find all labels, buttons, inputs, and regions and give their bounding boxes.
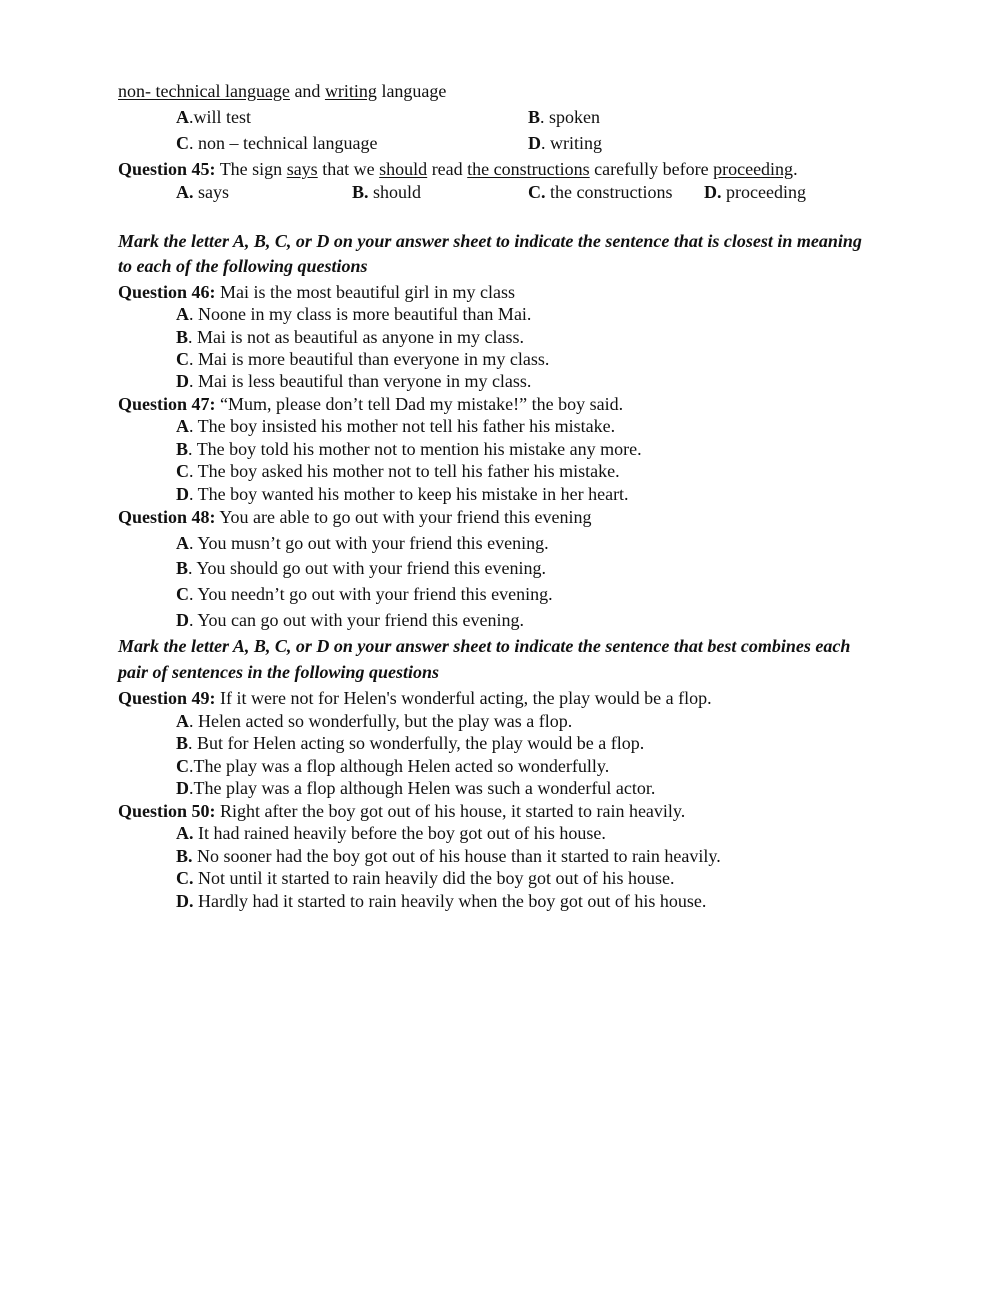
instruction-1-line-2: to each of the following questions bbox=[118, 256, 368, 276]
q49-option-a: A. Helen acted so wonderfully, but the play was a flop. bbox=[176, 711, 573, 731]
q49-stem: Question 49: If it were not for Helen's wonderful acting, the play would be a flop. bbox=[118, 688, 712, 708]
q50-label: Question 50: bbox=[118, 801, 216, 821]
q49-option-c: C.The play was a flop although Helen acted so wonderfully. bbox=[176, 756, 610, 776]
q48-option-c: C. You needn’t go out with your friend this evening. bbox=[176, 584, 553, 604]
q48-option-a: A. You musn’t go out with your friend this evening. bbox=[176, 533, 549, 553]
q45-stem: Question 45: The sign says that we should read the constructions carefully before proceeding. bbox=[118, 159, 798, 179]
q46-label: Question 46: bbox=[118, 282, 216, 302]
q47-label: Question 47: bbox=[118, 394, 216, 414]
q44-underlined-1: non- technical language bbox=[118, 81, 290, 101]
q47-stem: Question 47: “Mum, please don’t tell Dad my mistake!” the boy said. bbox=[118, 394, 624, 414]
q44-underlined-2: writing bbox=[324, 81, 377, 101]
q48-label: Question 48: bbox=[118, 507, 216, 527]
q44-line: non- technical language and writing language bbox=[118, 81, 447, 101]
q44-option-b: B. spoken bbox=[528, 107, 601, 127]
q49-option-d: D.The play was a flop although Helen was such a wonderful actor. bbox=[176, 778, 656, 798]
q47-option-d: D. The boy wanted his mother to keep his mistake in her heart. bbox=[176, 484, 629, 504]
q45-option-a: A. says bbox=[176, 182, 229, 202]
q47-option-a: A. The boy insisted his mother not tell his father his mistake. bbox=[176, 416, 616, 436]
q44-option-d: D. writing bbox=[528, 133, 602, 153]
q46-option-c: C. Mai is more beautiful than everyone in my class. bbox=[176, 349, 550, 369]
q50-option-a: A. It had rained heavily before the boy got out of his house. bbox=[176, 823, 606, 843]
q45-label: Question 45: bbox=[118, 159, 216, 179]
q48-stem: Question 48: You are able to go out with your friend this evening bbox=[118, 507, 592, 527]
q49-option-b: B. But for Helen acting so wonderfully, the play would be a flop. bbox=[176, 733, 645, 753]
q48-option-d: D. You can go out with your friend this evening. bbox=[176, 610, 524, 630]
q46-option-a: A. Noone in my class is more beautiful than Mai. bbox=[176, 304, 532, 324]
q50-option-c: C. Not until it started to rain heavily did the boy got out of his house. bbox=[176, 868, 675, 888]
q46-option-b: B. Mai is not as beautiful as anyone in my class. bbox=[176, 327, 524, 347]
q44-option-a: A.will test bbox=[176, 107, 251, 127]
q47-option-c: C. The boy asked his mother not to tell his father his mistake. bbox=[176, 461, 620, 481]
q44-option-c: C. non – technical language bbox=[176, 133, 378, 153]
q50-option-b: B. No sooner had the boy got out of his house than it started to rain heavily. bbox=[176, 846, 721, 866]
q45-option-d: D. proceeding bbox=[704, 182, 806, 202]
q49-label: Question 49: bbox=[118, 688, 216, 708]
q45-option-b: B. should bbox=[352, 182, 422, 202]
instruction-2-line-1: Mark the letter A, B, C, or D on your answer sheet to indicate the sentence that best combines each bbox=[118, 636, 851, 656]
q46-stem: Question 46: Mai is the most beautiful girl in my class bbox=[118, 282, 515, 302]
q50-stem: Question 50: Right after the boy got out of his house, it started to rain heavily. bbox=[118, 801, 686, 821]
instruction-2-line-2: pair of sentences in the following questions bbox=[118, 662, 440, 682]
q46-option-d: D. Mai is less beautiful than veryone in my class. bbox=[176, 371, 532, 391]
q48-option-b: B. You should go out with your friend this evening. bbox=[176, 558, 547, 578]
instruction-1-line-1: Mark the letter A, B, C, or D on your answer sheet to indicate the sentence that is closest in meaning bbox=[118, 231, 862, 251]
q50-option-d: D. Hardly had it started to rain heavily when the boy got out of his house. bbox=[176, 891, 707, 911]
q47-option-b: B. The boy told his mother not to mention his mistake any more. bbox=[176, 439, 642, 459]
q45-option-c: C. the constructions bbox=[528, 182, 673, 202]
